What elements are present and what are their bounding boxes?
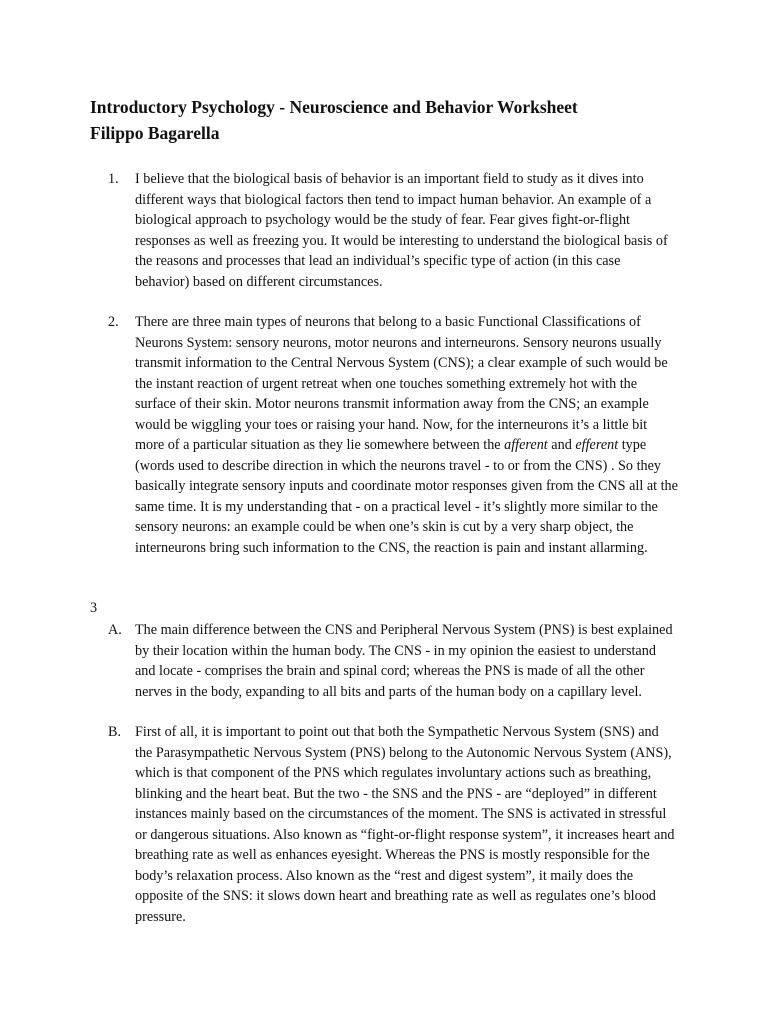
term-afferent: afferent <box>504 437 548 454</box>
answer-3a-text: The main difference between the CNS and Peripheral Nervous System (PNS) is best explained by their location within the human body. The CNS - in my opinion the easiest to understand and locate - comprises the brain and spinal cord; whereas the PNS is made of all the other nerves in the body, expanding to all bits and parts of the human body on a capillary level. <box>135 622 673 700</box>
list-marker: 1. <box>108 171 119 187</box>
author-name: Filippo Bagarella <box>90 123 220 143</box>
answer-2-text: There are three main types of neurons that belong to a basic Functional Classifications of Neurons System: sensory neurons, motor neurons and interneurons. Sensory neurons usually transmit information to the Central Nervous System (CNS); a clear example of such would be the instant reaction of urgent retreat when one touches something extremely hot with the surface of their skin. Motor neurons transmit information away from the CNS; an example would be wiggling your toes or raising your hand. Now, for the interneurons it’s a little bit more of a particular situation as they lie somewhere between the afferent and efferent type (words used to describe direction in which the neurons travel - to or from the CNS) . So they basically integrate sensory inputs and coordinate motor responses given from the CNS all at the same time. It is my understanding that - on a practical level - it’s slightly more similar to the sensory neurons: an example could be when one’s skin is cut by a very sharp object, the interneurons bring such information to the CNS, the reaction is pain and instant allarming. <box>135 314 678 557</box>
answer-3b-text: First of all, it is important to point out that both the Sympathetic Nervous System (SNS) and the Parasympathetic Nervous System (PNS) belong to the Autonomic Nervous System (ANS), which is that component of the PNS which regulates involuntary actions such as breathing, blinking and the heart beat. But the two - the SNS and the PNS - are “deployed” in different instances mainly based on the circumstances of the moment. The SNS is activated in stressful or dangerous situations. Also known as “fight-or-flight response system”, it increases heart and breathing rate as well as enhances eyesight. Whereas the PNS is mostly responsible for the body’s relaxation process. Also known as the “rest and digest system”, it maily does the opposite of the SNS: it slows down heart and breathing rate as well as regulates one’s blood pressure. <box>135 724 675 925</box>
document-header <box>90 94 730 146</box>
document-title: Introductory Psychology - Neuroscience and Behavior Worksheet <box>90 97 578 117</box>
answer-1 <box>108 169 678 292</box>
list-marker: B. <box>108 724 122 740</box>
term-efferent: efferent <box>575 437 619 454</box>
list-marker: A. <box>108 622 122 638</box>
section-3-number: 3 <box>90 600 98 616</box>
answer-2 <box>108 312 678 559</box>
answer-3b <box>108 722 678 927</box>
list-marker: 2. <box>108 314 119 330</box>
answer-1-text: I believe that the biological basis of behavior is an important field to study as it dives into different ways that biological factors then tend to impact human behavior. An example of a biological approach to psychology would be the study of fear. Fear gives fight-or-flight responses as well as freezing you. It would be interesting to understand the biological basis of the reasons and processes that lead an individual’s specific type of action (in this case behavior) based on different circumstances. <box>135 171 668 290</box>
answer-3a <box>108 620 678 702</box>
